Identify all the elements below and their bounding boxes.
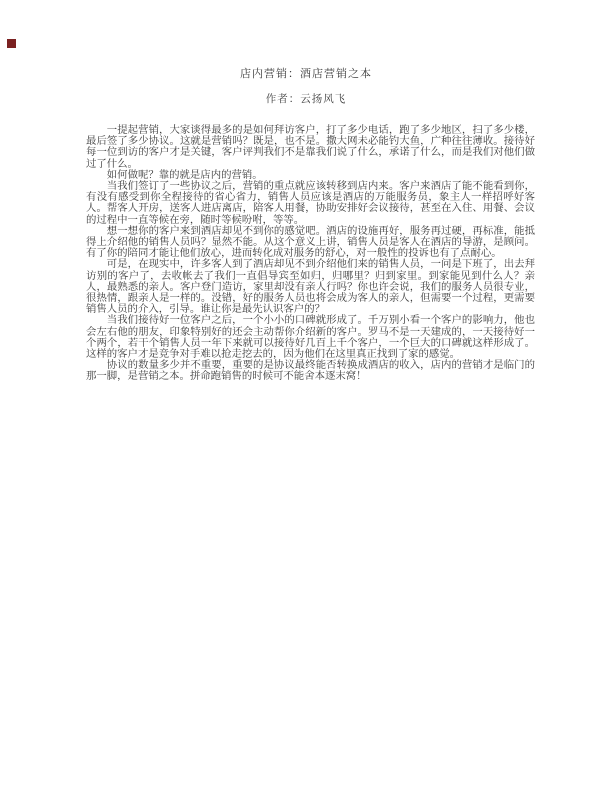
document-body (86, 125, 535, 383)
paragraph: 想一想你的客户来到酒店却见不到你的感觉吧。酒店的设施再好，服务再过硬，再标准，能抵得上介绍他的销售人员吗？显然不能。从这个意义上讲，销售人员是客人在酒店的导游，是顾问。有了你的陪同才能让他们放心，进而转化成对服务的舒心，对一般性的投诉也有了点耐心。 (86, 225, 535, 260)
paragraph: 可是，在现实中，许多客人到了酒店却见不到介绍他们来的销售人员，一问是下班了，出去拜访别的客户了，去收帐去了我们一直倡导宾至如归，归哪里？归到家里。到家能见到什么人？亲人，最熟悉的亲人。客户登门造访，家里却没有亲人行吗？你也许会说，我们的服务人员很专业，很热情，跟亲人是一样的。没错，好的服务人员也将会成为客人的亲人，但需要一个过程，更需要销售人员的介入，引导。谁让你是最先认识客户的？ (86, 259, 535, 316)
paragraph: 当我们接待好一位客户之后，一个小小的口碑就形成了。千万别小看一个客户的影响力，他也会左右他的朋友，印象特别好的还会主动帮你介绍新的客户。罗马不是一天建成的，一天接待好一个两个，若干个销售人员一年下来就可以接待好几百上千个客户，一个巨大的口碑就这样形成了。这样的客户才是竞争对手难以抢走挖去的，因为他们在这里真正找到了家的感觉。 (86, 315, 535, 361)
paragraph: 协议的数量多少并不重要，重要的是协议最终能否转换成酒店的收入，店内的营销才是临门的那一脚，是营销之本。拼命跑销售的时候可不能舍本逐末窝！ (86, 360, 535, 383)
author-line: 作者：云扬风飞 (265, 94, 347, 105)
document-title: 店内营销：酒店营销之本 (240, 68, 372, 80)
paragraph: 当我们签订了一些协议之后，营销的重点就应该转移到店内来。客户来酒店了能不能看到你，有没有感受到你全程接待的省心省力，销售人员应该是酒店的万能服务员，象主人一样招呼好客人。帮客人开房，送客人进店离店，陪客人用餐，协助安排好会议接待，甚至在入住、用餐、会议的过程中一直等候在旁，随时等候吩咐，等等。 (86, 181, 535, 226)
paragraph: 如何做呢？靠的就是店内的营销。 (106, 169, 263, 181)
annotation-marker (7, 39, 16, 48)
paragraph: 一提起营销，大家谈得最多的是如何拜访客户，打了多少电话，跑了多少地区，扫了多少楼，最后签了多少协议。这就是营销吗？既是，也不是。撒大网未必能钓大鱼，广种往往薄收。接待好每一位到访的客户才是关键，客户评判我们不是靠我们说了什么，承诺了什么，而是我们对他们做过了什么。 (86, 125, 535, 170)
